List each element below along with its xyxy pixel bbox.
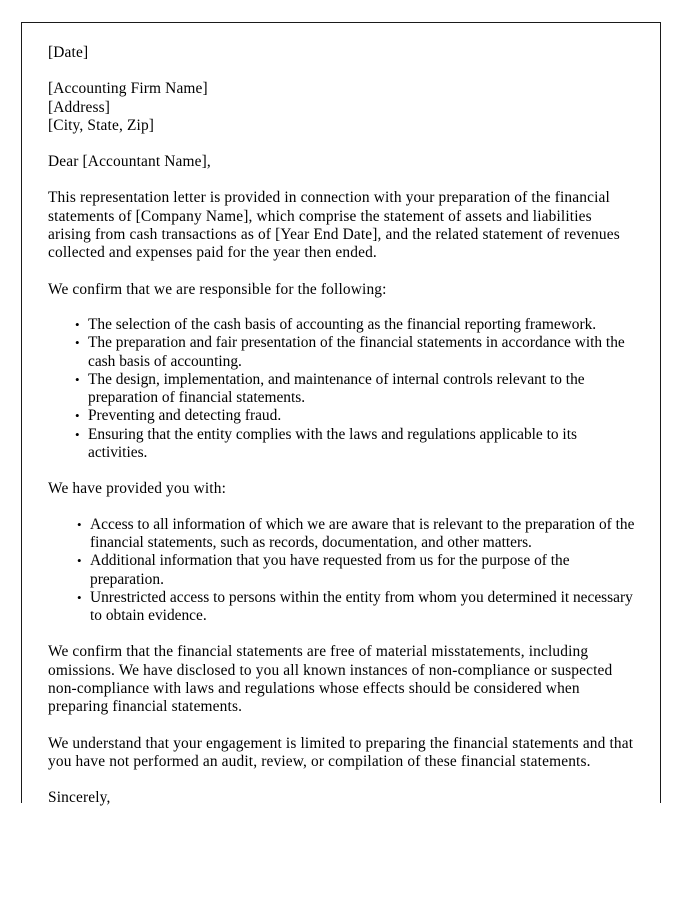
spacer (48, 62, 638, 80)
spacer (48, 462, 638, 480)
list-item: • The preparation and fair presentation of the financial statements in accordance with the cash basis of accounting. (48, 334, 638, 371)
date-line: [Date] (48, 44, 89, 61)
list-item: • Unrestricted access to persons within the entity from whom you determined it necessary to obtain evidence. (48, 589, 638, 626)
responsibilities-list (48, 316, 638, 462)
provided-lead-in: We have provided you with: (48, 480, 227, 498)
responsibilities-lead-in: We confirm that we are responsible for the following: (48, 280, 387, 298)
spacer (48, 717, 638, 735)
provided-list (48, 516, 638, 626)
list-item: • The design, implementation, and maintenance of internal controls relevant to the preparation of financial statements. (48, 371, 638, 408)
list-item: • Additional information that you have requested from us for the purpose of the preparation. (48, 552, 638, 589)
list-item: • Ensuring that the entity complies with the laws and regulations applicable to its activities. (48, 426, 638, 463)
recipient-address: [Address] (48, 98, 111, 116)
list-item: • The selection of the cash basis of accounting as the financial reporting framework. (48, 316, 638, 334)
list-item: • Access to all information of which we are aware that is relevant to the preparation of the financial statements, such as records, documentation, and other matters. (48, 516, 638, 553)
spacer (48, 171, 638, 189)
confirmation-paragraph: We confirm that the financial statements are free of material misstatements, including omissions. We have disclosed to you all known instances of non-compliance or suspected non-compliance with laws and regulations whose effects should be considered when preparing financial statements. (48, 643, 613, 716)
spacer (48, 135, 638, 153)
spacer (48, 263, 638, 281)
spacer (48, 299, 638, 316)
spacer (48, 625, 638, 643)
recipient-city-state-zip: [City, State, Zip] (48, 116, 155, 134)
recipient-firm-name: [Accounting Firm Name] (48, 80, 208, 98)
list-item: • Preventing and detecting fraud. (48, 407, 638, 425)
spacer (48, 771, 638, 789)
opening-paragraph: This representation letter is provided in connection with your preparation of the financial statements of [Company Name], which comprise the statement of assets and liabilities arising from cash transactions as of [Year End Date], and the related statement of revenues collected and expenses paid for the year then ended. (48, 189, 620, 262)
engagement-paragraph: We understand that your engagement is limited to preparing the financial statements and that you have not performed an audit, review, or compilation of these financial statements. (48, 734, 634, 770)
closing-salutation: Sincerely, (48, 789, 111, 807)
salutation: Dear [Accountant Name], (48, 153, 211, 171)
letter-content (48, 44, 638, 808)
spacer (48, 499, 638, 516)
